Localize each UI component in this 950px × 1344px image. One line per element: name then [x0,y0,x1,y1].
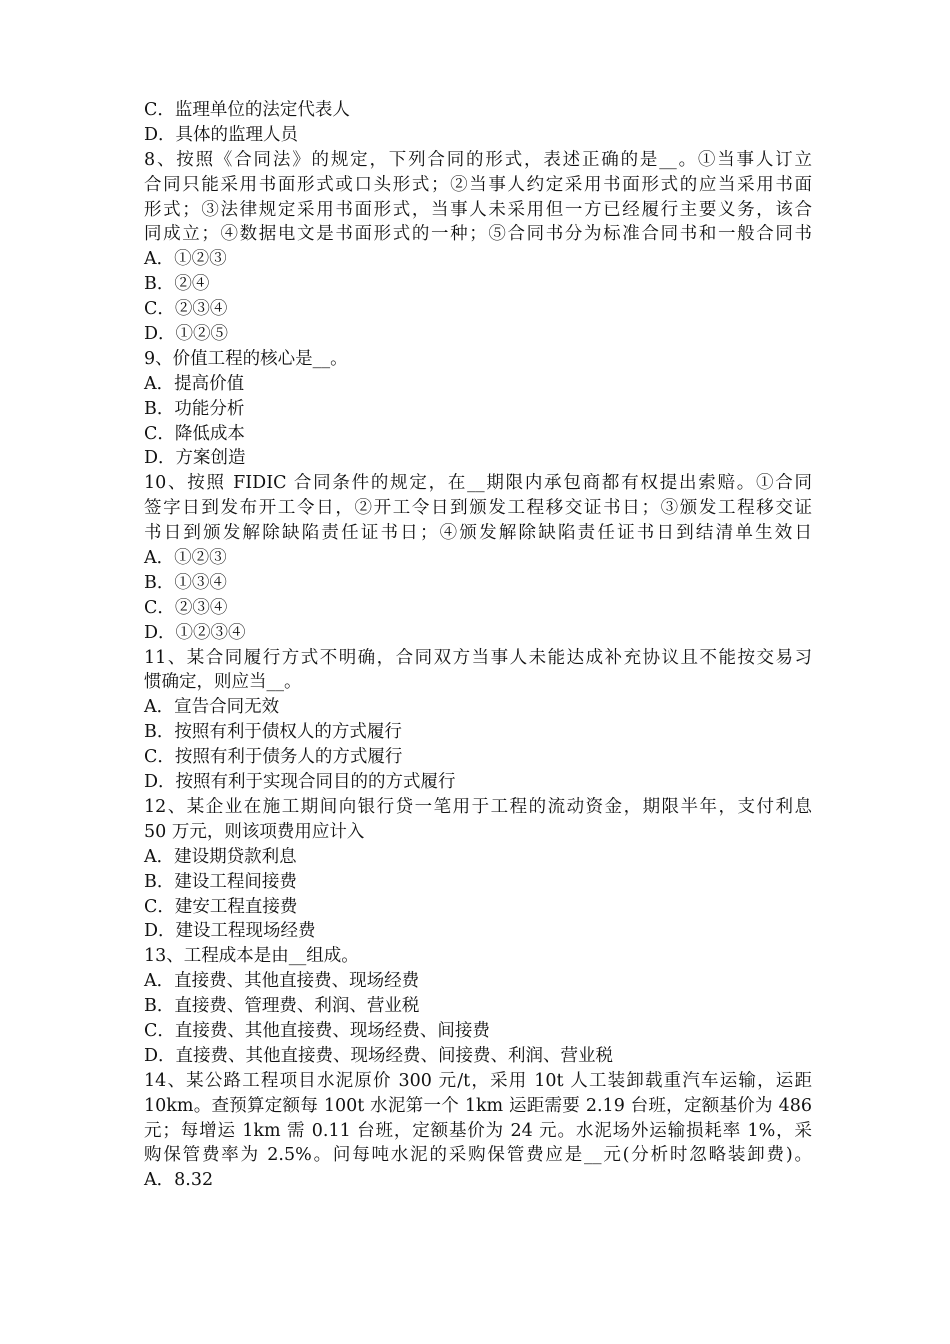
answer-option: C．直接费、其他直接费、现场经费、间接费 [144,1020,490,1041]
question-line: 形式；③法律规定采用书面形式，当事人未采用但一方已经履行主要义务，该合 [144,199,812,220]
answer-option: A．①②③ [144,249,227,270]
question-line: 13、工程成本是由__组成。 [144,946,359,967]
answer-option: D．方案创造 [144,448,246,469]
question-line: 合同只能采用书面形式或口头形式；②当事人约定采用书面形式的应当采用书面 [144,174,812,195]
answer-option: B．①③④ [144,572,227,593]
answer-option: B．功能分析 [144,398,245,419]
answer-option: C．建安工程直接费 [144,896,298,917]
answer-option: B．直接费、管理费、利润、营业税 [144,996,420,1017]
answer-option: D．建设工程现场经费 [144,921,316,942]
answer-option: C．监理单位的法定代表人 [144,100,350,120]
answer-option: B．②④ [144,274,210,295]
question-line: 购保管费率为 2.5%。问每吨水泥的采购保管费应是__元(分析时忽略装卸费)。 [144,1145,812,1166]
answer-option: D．按照有利于实现合同目的的方式履行 [144,772,456,793]
answer-option: A．建设期贷款利息 [144,846,297,867]
question-line: 9、价值工程的核心是__。 [144,348,348,369]
question-line: 同成立；④数据电文是书面形式的一种；⑤合同书分为标准合同书和一般合同书 [144,224,812,245]
question-line: 14、某公路工程项目水泥原价 300 元/t，采用 10t 人工装卸载重汽车运输，运距 [144,1070,812,1091]
answer-option: A．8.32 [144,1170,214,1191]
answer-option: C．②③④ [144,597,228,618]
answer-option: C．按照有利于债务人的方式履行 [144,747,403,768]
answer-option: A．①②③ [144,548,227,569]
question-line: 50 万元，则该项费用应计入 [144,821,365,842]
answer-option: C．②③④ [144,299,228,320]
answer-option: D．①②③④ [144,622,246,643]
question-line: 12、某企业在施工期间向银行贷一笔用于工程的流动资金，期限半年，支付利息 [144,796,812,817]
document-body [144,98,812,1193]
question-line: 10km。查预算定额每 100t 水泥第一个 1km 运距需要 2.19 台班，定额基价为 486 [144,1095,812,1116]
answer-option: D．直接费、其他直接费、现场经费、间接费、利润、营业税 [144,1045,614,1066]
answer-option: B．建设工程间接费 [144,871,297,892]
answer-option: B．按照有利于债权人的方式履行 [144,722,402,743]
question-line: 书日到颁发解除缺陷责任证书日；④颁发解除缺陷责任证书日到结清单生效日 [144,523,812,544]
answer-option: C．降低成本 [144,423,245,444]
question-line: 惯确定，则应当__。 [144,672,302,693]
answer-option: A．直接费、其他直接费、现场经费 [144,971,420,992]
question-line: 10、按照 FIDIC 合同条件的规定，在__期限内承包商都有权提出索赔。①合同 [144,473,812,494]
question-line: 签字日到发布开工令日，②开工令日到颁发工程移交证书日；③颁发工程移交证 [144,498,812,519]
answer-option: A．提高价值 [144,373,245,394]
question-line: 11、某合同履行方式不明确，合同双方当事人未能达成补充协议且不能按交易习 [144,647,812,668]
answer-option: A．宣告合同无效 [144,697,280,718]
answer-option: D．①②⑤ [144,324,229,345]
answer-option: D．具体的监理人员 [144,124,299,145]
question-line: 元；每增运 1km 需 0.11 台班，定额基价为 24 元。水泥场外运输损耗率 1%，采 [144,1120,812,1141]
question-line: 8、按照《合同法》的规定，下列合同的形式，表述正确的是__。①当事人订立 [144,149,812,170]
